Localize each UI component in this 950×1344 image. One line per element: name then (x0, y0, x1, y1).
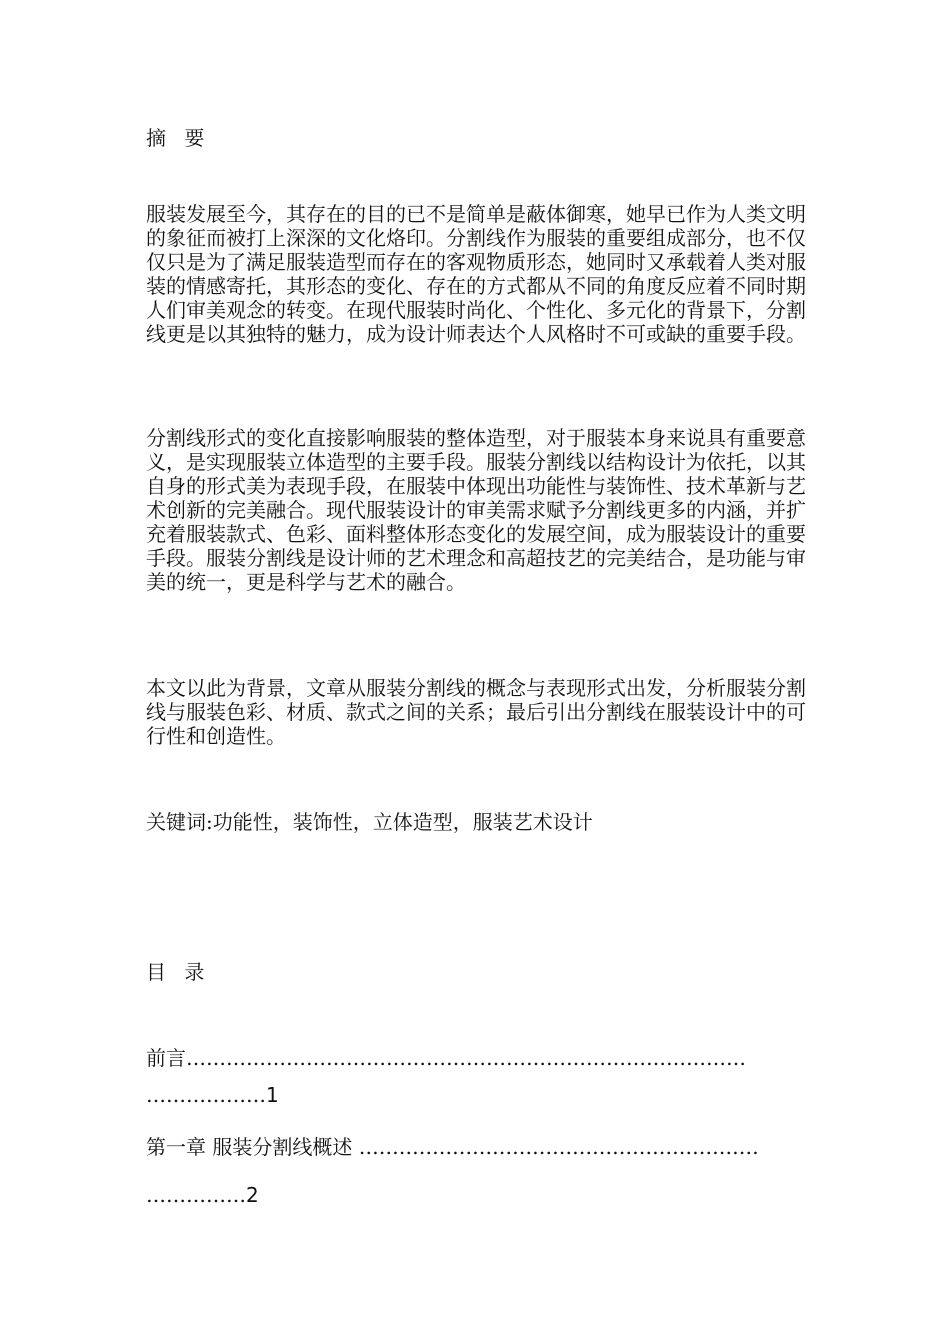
keywords-line: 关键词:功能性，装饰性，立体造型，服装艺术设计 (146, 810, 593, 834)
toc-page-number: 1 (266, 1083, 279, 1107)
toc-entry-preface: 前言………………………………………………………………………… (146, 1046, 746, 1070)
toc-heading: 目 录 (146, 960, 211, 984)
toc-entry-preface-page (146, 1083, 812, 1107)
toc-entry-chapter-1: 第一章 服装分割线概述 …………………………………………………… (146, 1135, 759, 1159)
toc-page-number: 2 (246, 1183, 259, 1207)
toc-leader-dots: ……………… (146, 1083, 266, 1107)
abstract-paragraph-1: 服装发展至今，其存在的目的已不是简单是蔽体御寒，她早已作为人类文明的象征而被打上深深的文化烙印。分割线作为服装的重要组成部分，也不仅仅只是为了满足服装造型而存在的客观物质形态，她同时又承载着人类对服装的情感寄托，其形态的变化、存在的方式都从不同的角度反应着不同时期人们审美观念的转变。在现代服装时尚化、个性化、多元化的背景下，分割线更是以其独特的魅力，成为设计师表达个人风格时不可或缺的重要手段。 (146, 202, 806, 346)
abstract-paragraph-3: 本文以此为背景，文章从服装分割线的概念与表现形式出发，分析服装分割线与服装色彩、材质、款式之间的关系；最后引出分割线在服装设计中的可行性和创造性。 (146, 676, 806, 748)
toc-entry-chapter-1-page (146, 1183, 812, 1207)
abstract-paragraph-2: 分割线形式的变化直接影响服装的整体造型，对于服装本身来说具有重要意义，是实现服装立体造型的主要手段。服装分割线以结构设计为依托，以其自身的形式美为表现手段，在服装中体现出功能性与装饰性、技术革新与艺术创新的完美融合。现代服装设计的审美需求赋予分割线更多的内涵，并扩充着服装款式、色彩、面料整体形态变化的发展空间，成为服装设计的重要手段。服装分割线是设计师的艺术理念和高超技艺的完美结合，是功能与审美的统一，更是科学与艺术的融合。 (146, 426, 806, 594)
abstract-heading: 摘 要 (146, 126, 211, 150)
toc-leader-dots: …………… (146, 1183, 246, 1207)
